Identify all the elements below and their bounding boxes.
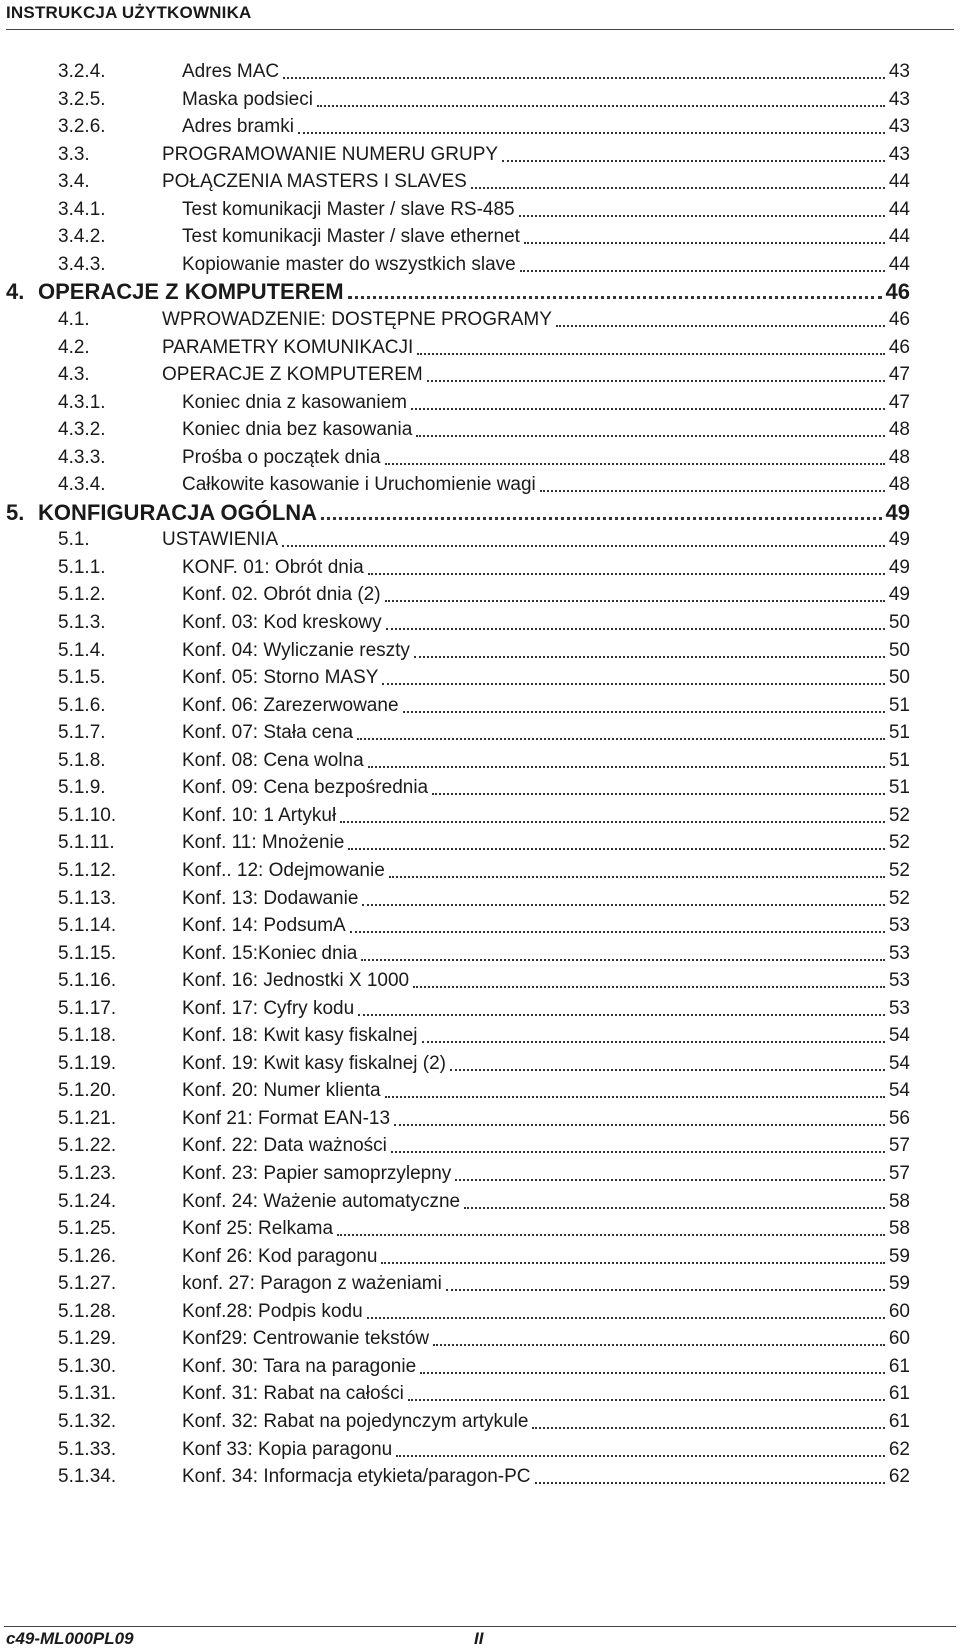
toc-entry-number: 4.3.1. [58, 392, 106, 413]
dot-leader [455, 1179, 885, 1181]
toc-entry-title: Konf. 02. Obrót dnia (2) [182, 584, 381, 605]
dot-leader [385, 600, 885, 602]
dot-leader [464, 1207, 885, 1209]
toc-entry-title: Konf. 06: Zarezerwowane [182, 695, 399, 716]
toc-entry[interactable] [58, 774, 910, 800]
dot-leader [420, 1372, 885, 1374]
toc-entry-title: Konf. 30: Tara na paragonie [182, 1356, 417, 1377]
toc-chapter[interactable] [6, 499, 910, 525]
toc-entry[interactable] [58, 857, 910, 883]
toc-entry-title: Konf. 22: Data ważności [182, 1135, 387, 1156]
toc-entry-page: 46 [885, 279, 910, 304]
toc-entry[interactable] [58, 1436, 910, 1462]
toc-entry-page: 52 [888, 805, 910, 826]
toc-entry-title: WPROWADZENIE: DOSTĘPNE PROGRAMY [162, 309, 552, 330]
toc-entry-title: Konf. 32: Rabat na pojedynczym artykule [182, 1411, 529, 1432]
toc-entry[interactable] [58, 526, 910, 552]
toc-entry-page: 54 [888, 1025, 910, 1046]
toc-entry-page: 44 [888, 199, 910, 220]
toc-entry-number: 5.1.5. [58, 667, 106, 688]
toc-entry-title: Konf. 11: Mnożenie [182, 832, 345, 853]
toc-entry[interactable] [58, 1353, 910, 1379]
toc-entry[interactable] [58, 802, 910, 828]
toc-entry-title: Całkowite kasowanie i Uruchomienie wagi [182, 474, 536, 495]
toc-entry-title: Konf. 34: Informacja etykieta/paragon-PC [182, 1466, 531, 1487]
dot-leader [321, 517, 881, 520]
toc-entry-page: 56 [888, 1108, 910, 1129]
document-code: c49-ML000PL09 [6, 1629, 134, 1648]
dot-leader [282, 545, 885, 547]
toc-entry[interactable] [58, 1105, 910, 1131]
toc-entry-title: Konf. 24: Ważenie automatyczne [182, 1191, 461, 1212]
toc-entry-page: 47 [888, 392, 910, 413]
toc-entry-title: Konf. 09: Cena bezpośrednia [182, 777, 429, 798]
dot-leader [422, 1041, 885, 1043]
dot-leader [446, 1289, 885, 1291]
dot-leader [535, 1482, 885, 1484]
dot-leader [427, 380, 885, 382]
toc-entry-page: 58 [888, 1218, 910, 1239]
toc-entry[interactable] [58, 1160, 910, 1186]
toc-entry[interactable] [58, 444, 910, 470]
toc-entry-number: 4.3. [58, 364, 90, 385]
dot-leader [408, 1399, 885, 1401]
toc-entry[interactable] [58, 995, 910, 1021]
toc-chapter[interactable] [6, 278, 910, 304]
dot-leader [368, 573, 885, 575]
toc-entry-page: 53 [888, 970, 910, 991]
toc-entry[interactable] [58, 554, 910, 580]
toc-entry-title: PROGRAMOWANIE NUMERU GRUPY [162, 144, 499, 165]
toc-entry[interactable] [58, 1077, 910, 1103]
toc-entry-number: 5.1.6. [58, 695, 106, 716]
toc-entry[interactable] [58, 168, 910, 194]
toc-entry-number: 5.1.31. [58, 1383, 117, 1404]
toc-entry-number: 5.1.16. [58, 970, 117, 991]
dot-leader [298, 132, 885, 134]
toc-entry-title: Konf. 31: Rabat na całości [182, 1383, 404, 1404]
toc-entry-page: 43 [888, 116, 910, 137]
toc-entry-number: 4.2. [58, 337, 90, 358]
dot-leader [386, 628, 885, 630]
toc-entry-title: Konf.28: Podpis kodu [182, 1301, 363, 1322]
toc-entry-number: 3.4.1. [58, 199, 106, 220]
toc-entry[interactable] [58, 1050, 910, 1076]
toc-entry-number: 5. [6, 500, 25, 525]
toc-entry-title: Konf. 18: Kwit kasy fiskalnej [182, 1025, 418, 1046]
toc-entry-number: 5.1.23. [58, 1163, 117, 1184]
dot-leader [348, 848, 885, 850]
dot-leader [471, 187, 885, 189]
toc-entry[interactable] [58, 416, 910, 442]
toc-entry-page: 49 [888, 529, 910, 550]
toc-entry-page: 44 [888, 226, 910, 247]
toc-entry-page: 48 [888, 419, 910, 440]
dot-leader [350, 931, 885, 933]
dot-leader [283, 77, 885, 79]
toc-entry[interactable] [58, 334, 910, 360]
toc-entry-number: 5.1.25. [58, 1218, 117, 1239]
toc-entry-title: Konf 25: Relkama [182, 1218, 334, 1239]
toc-entry-number: 4.3.2. [58, 419, 106, 440]
dot-leader [524, 242, 885, 244]
toc-entry-page: 50 [888, 612, 910, 633]
dot-leader [396, 1455, 885, 1457]
toc-entry[interactable] [58, 664, 910, 690]
toc-entry[interactable] [58, 58, 910, 84]
toc-entry-page: 49 [888, 584, 910, 605]
dot-leader [532, 1427, 884, 1429]
toc-entry-page: 43 [888, 61, 910, 82]
toc-entry-page: 46 [888, 337, 910, 358]
header-title: INSTRUKCJA UŻYTKOWNIKA [6, 3, 252, 22]
dot-leader [337, 1234, 885, 1236]
toc-entry-page: 51 [888, 722, 910, 743]
toc-entry-number: 3.4. [58, 171, 90, 192]
toc-entry-number: 5.1.14. [58, 915, 117, 936]
dot-leader [385, 1096, 885, 1098]
toc-entry[interactable] [58, 609, 910, 635]
toc-entry[interactable] [58, 829, 910, 855]
toc-entry-number: 5.1.3. [58, 612, 106, 633]
toc-entry-number: 3.4.2. [58, 226, 106, 247]
toc-entry-title: POŁĄCZENIA MASTERS I SLAVES [162, 171, 467, 192]
toc-entry-title: OPERACJE Z KOMPUTEREM [162, 364, 423, 385]
toc-entry-title: Konf. 20: Numer klienta [182, 1080, 381, 1101]
toc-entry-number: 5.1.20. [58, 1080, 117, 1101]
toc-entry-page: 60 [888, 1301, 910, 1322]
toc-entry-page: 43 [888, 144, 910, 165]
toc-entry[interactable] [58, 581, 910, 607]
toc-entry[interactable] [58, 1270, 910, 1296]
dot-leader [357, 738, 885, 740]
toc-entry[interactable] [58, 86, 910, 112]
toc-entry-number: 5.1.32. [58, 1411, 117, 1432]
dot-leader [556, 325, 885, 327]
toc-entry[interactable] [58, 389, 910, 415]
toc-entry[interactable] [58, 747, 910, 773]
dot-leader [413, 986, 885, 988]
dot-leader [433, 1344, 885, 1346]
toc-entry-title: Koniec dnia z kasowaniem [182, 392, 407, 413]
toc-entry-page: 47 [888, 364, 910, 385]
toc-entry-page: 54 [888, 1053, 910, 1074]
toc-entry-number: 5.1.7. [58, 722, 106, 743]
dot-leader [411, 408, 885, 410]
toc-entry-title: Konf 26: Kod paragonu [182, 1246, 378, 1267]
toc-entry-page: 62 [888, 1466, 910, 1487]
dot-leader [502, 160, 885, 162]
toc-entry-title: USTAWIENIA [162, 529, 279, 550]
dot-leader [361, 959, 885, 961]
toc-entry-title: Test komunikacji Master / slave RS-485 [182, 199, 515, 220]
toc-entry-number: 5.1.28. [58, 1301, 117, 1322]
toc-entry-page: 61 [888, 1356, 910, 1377]
toc-entry-title: Konf. 03: Kod kreskowy [182, 612, 382, 633]
toc-entry[interactable] [58, 1380, 910, 1406]
toc-entry-page: 46 [888, 309, 910, 330]
toc-entry-title: Konf. 04: Wyliczanie reszty [182, 640, 410, 661]
toc-entry-number: 5.1.10. [58, 805, 117, 826]
toc-entry-page: 48 [888, 474, 910, 495]
toc-entry-title: Konf. 10: 1 Artykuł [182, 805, 337, 826]
toc-entry-title: Kopiowanie master do wszystkich slave [182, 254, 516, 275]
toc-entry-number: 4.3.4. [58, 474, 106, 495]
toc-entry-title: Konf 21: Format EAN-13 [182, 1108, 391, 1129]
toc-entry-title: Konf. 14: PodsumA [182, 915, 346, 936]
dot-leader [519, 215, 885, 217]
toc-entry-number: 5.1.19. [58, 1053, 117, 1074]
toc-entry[interactable] [58, 637, 910, 663]
toc-entry-title: Konf. 16: Jednostki X 1000 [182, 970, 410, 991]
toc-entry[interactable] [58, 912, 910, 938]
toc-entry[interactable] [58, 1463, 910, 1489]
toc-entry-page: 57 [888, 1163, 910, 1184]
toc-entry[interactable] [58, 1408, 910, 1434]
toc-entry[interactable] [58, 1132, 910, 1158]
toc-entry-title: Konf. 13: Dodawanie [182, 888, 359, 909]
toc-entry-number: 5.1. [58, 529, 90, 550]
dot-leader [417, 353, 885, 355]
toc-entry[interactable] [58, 471, 910, 497]
toc-entry[interactable] [58, 967, 910, 993]
toc-entry[interactable] [58, 1188, 910, 1214]
toc-entry-page: 52 [888, 832, 910, 853]
dot-leader [358, 1014, 885, 1016]
toc-entry[interactable] [58, 1298, 910, 1324]
toc-entry-number: 5.1.4. [58, 640, 106, 661]
toc-entry-number: 5.1.12. [58, 860, 117, 881]
toc-entry-title: konf. 27: Paragon z ważeniami [182, 1273, 442, 1294]
toc-entry-page: 49 [888, 557, 910, 578]
dot-leader [540, 490, 885, 492]
toc-entry-page: 44 [888, 254, 910, 275]
toc-entry-number: 5.1.33. [58, 1439, 117, 1460]
toc-entry-title: Test komunikacji Master / slave ethernet [182, 226, 520, 247]
dot-leader [340, 821, 885, 823]
toc-entry-page: 59 [888, 1273, 910, 1294]
toc-entry-page: 58 [888, 1191, 910, 1212]
dot-leader [367, 1317, 885, 1319]
toc-entry-title: Konf. 19: Kwit kasy fiskalnej (2) [182, 1053, 446, 1074]
toc-entry-title: Maska podsieci [182, 89, 313, 110]
toc-entry[interactable] [58, 251, 910, 277]
dot-leader [520, 270, 885, 272]
dot-leader [348, 296, 882, 299]
toc-entry-number: 5.1.17. [58, 998, 117, 1019]
dot-leader [450, 1069, 885, 1071]
toc-entry-title: Konf.. 12: Odejmowanie [182, 860, 385, 881]
toc-entry-number: 3.2.4. [58, 61, 106, 82]
toc-entry-number: 5.1.22. [58, 1135, 117, 1156]
dot-leader [391, 1151, 885, 1153]
toc-entry-number: 3.2.6. [58, 116, 106, 137]
toc-entry-page: 53 [888, 915, 910, 936]
toc-entry-number: 5.1.15. [58, 943, 117, 964]
toc-entry-number: 5.1.9. [58, 777, 106, 798]
toc-entry-page: 59 [888, 1246, 910, 1267]
dot-leader [385, 463, 885, 465]
dot-leader [317, 105, 885, 107]
toc-entry[interactable] [58, 196, 910, 222]
dot-leader [416, 435, 885, 437]
toc-entry-number: 5.1.2. [58, 584, 106, 605]
toc-entry-title: Konf. 15:Koniec dnia [182, 943, 358, 964]
toc-entry[interactable] [58, 306, 910, 332]
toc-entry-number: 3.3. [58, 144, 90, 165]
dot-leader [382, 683, 884, 685]
toc-entry-title: OPERACJE Z KOMPUTEREM [38, 279, 344, 304]
toc-entry-page: 49 [885, 500, 910, 525]
toc-entry[interactable] [58, 361, 910, 387]
toc-entry[interactable] [58, 1243, 910, 1269]
toc-entry-page: 60 [888, 1328, 910, 1349]
toc-entry-title: Konf. 08: Cena wolna [182, 750, 364, 771]
toc-entry-number: 4. [6, 279, 25, 304]
toc-entry-page: 57 [888, 1135, 910, 1156]
toc-entry-number: 5.1.30. [58, 1356, 117, 1377]
toc-entry-number: 5.1.1. [58, 557, 106, 578]
dot-leader [362, 904, 884, 906]
dot-leader [432, 793, 885, 795]
toc-entry-title: KONF. 01: Obrót dnia [182, 557, 364, 578]
toc-entry-title: Konf 33: Kopia paragonu [182, 1439, 393, 1460]
toc-entry-page: 53 [888, 943, 910, 964]
dot-leader [394, 1124, 885, 1126]
toc-entry-title: Koniec dnia bez kasowania [182, 419, 413, 440]
page-number: II [474, 1629, 484, 1648]
toc-entry-title: KONFIGURACJA OGÓLNA [38, 500, 318, 525]
dot-leader [381, 1262, 884, 1264]
toc-entry-page: 51 [888, 777, 910, 798]
toc-entry-page: 50 [888, 640, 910, 661]
toc-entry[interactable] [58, 113, 910, 139]
toc-entry-title: Konf. 05: Storno MASY [182, 667, 379, 688]
toc-entry-title: Adres bramki [182, 116, 294, 137]
toc-entry-page: 53 [888, 998, 910, 1019]
toc-entry-number: 3.2.5. [58, 89, 106, 110]
toc-entry-title: PARAMETRY KOMUNIKACJI [162, 337, 414, 358]
toc-entry-page: 61 [888, 1411, 910, 1432]
toc-entry[interactable] [58, 885, 910, 911]
toc-entry-page: 48 [888, 447, 910, 468]
toc-entry-number: 5.1.11. [58, 832, 115, 853]
toc-entry[interactable] [58, 692, 910, 718]
toc-entry-page: 51 [888, 750, 910, 771]
toc-entry-title: Konf. 23: Papier samoprzylepny [182, 1163, 452, 1184]
page-footer [4, 1626, 956, 1649]
toc-entry-number: 5.1.18. [58, 1025, 117, 1046]
dot-leader [389, 876, 885, 878]
toc-entry-page: 43 [888, 89, 910, 110]
toc-entry-number: 5.1.8. [58, 750, 106, 771]
toc-entry-page: 61 [888, 1383, 910, 1404]
dot-leader [414, 656, 885, 658]
dot-leader [368, 766, 885, 768]
toc-entry-number: 5.1.26. [58, 1246, 117, 1267]
toc-entry-page: 50 [888, 667, 910, 688]
toc-entry-page: 62 [888, 1439, 910, 1460]
toc-entry-title: Adres MAC [182, 61, 280, 82]
toc-entry-number: 5.1.29. [58, 1328, 117, 1349]
toc-entry[interactable] [58, 940, 910, 966]
toc-entry-page: 51 [888, 695, 910, 716]
toc-entry-number: 5.1.21. [58, 1108, 117, 1129]
toc-entry-page: 52 [888, 888, 910, 909]
dot-leader [403, 711, 885, 713]
toc-entry-page: 52 [888, 860, 910, 881]
toc-entry-number: 5.1.24. [58, 1191, 117, 1212]
toc-entry-number: 5.1.27. [58, 1273, 117, 1294]
toc-entry[interactable] [58, 719, 910, 745]
toc-entry-number: 3.4.3. [58, 254, 106, 275]
toc-entry-number: 4.1. [58, 309, 90, 330]
toc-entry-title: Konf. 07: Stała cena [182, 722, 354, 743]
toc-entry-title: Prośba o początek dnia [182, 447, 381, 468]
toc-entry-title: Konf. 17: Cyfry kodu [182, 998, 355, 1019]
toc-entry[interactable] [58, 1325, 910, 1351]
toc-entry[interactable] [58, 141, 910, 167]
toc-entry-number: 5.1.13. [58, 888, 117, 909]
toc-entry-page: 44 [888, 171, 910, 192]
toc-entry-title: Konf29: Centrowanie tekstów [182, 1328, 430, 1349]
toc-entry-number: 4.3.3. [58, 447, 106, 468]
toc-entry-number: 5.1.34. [58, 1466, 117, 1487]
toc-entry[interactable] [58, 223, 910, 249]
toc-entry-page: 54 [888, 1080, 910, 1101]
toc-entry[interactable] [58, 1022, 910, 1048]
toc-entry[interactable] [58, 1215, 910, 1241]
